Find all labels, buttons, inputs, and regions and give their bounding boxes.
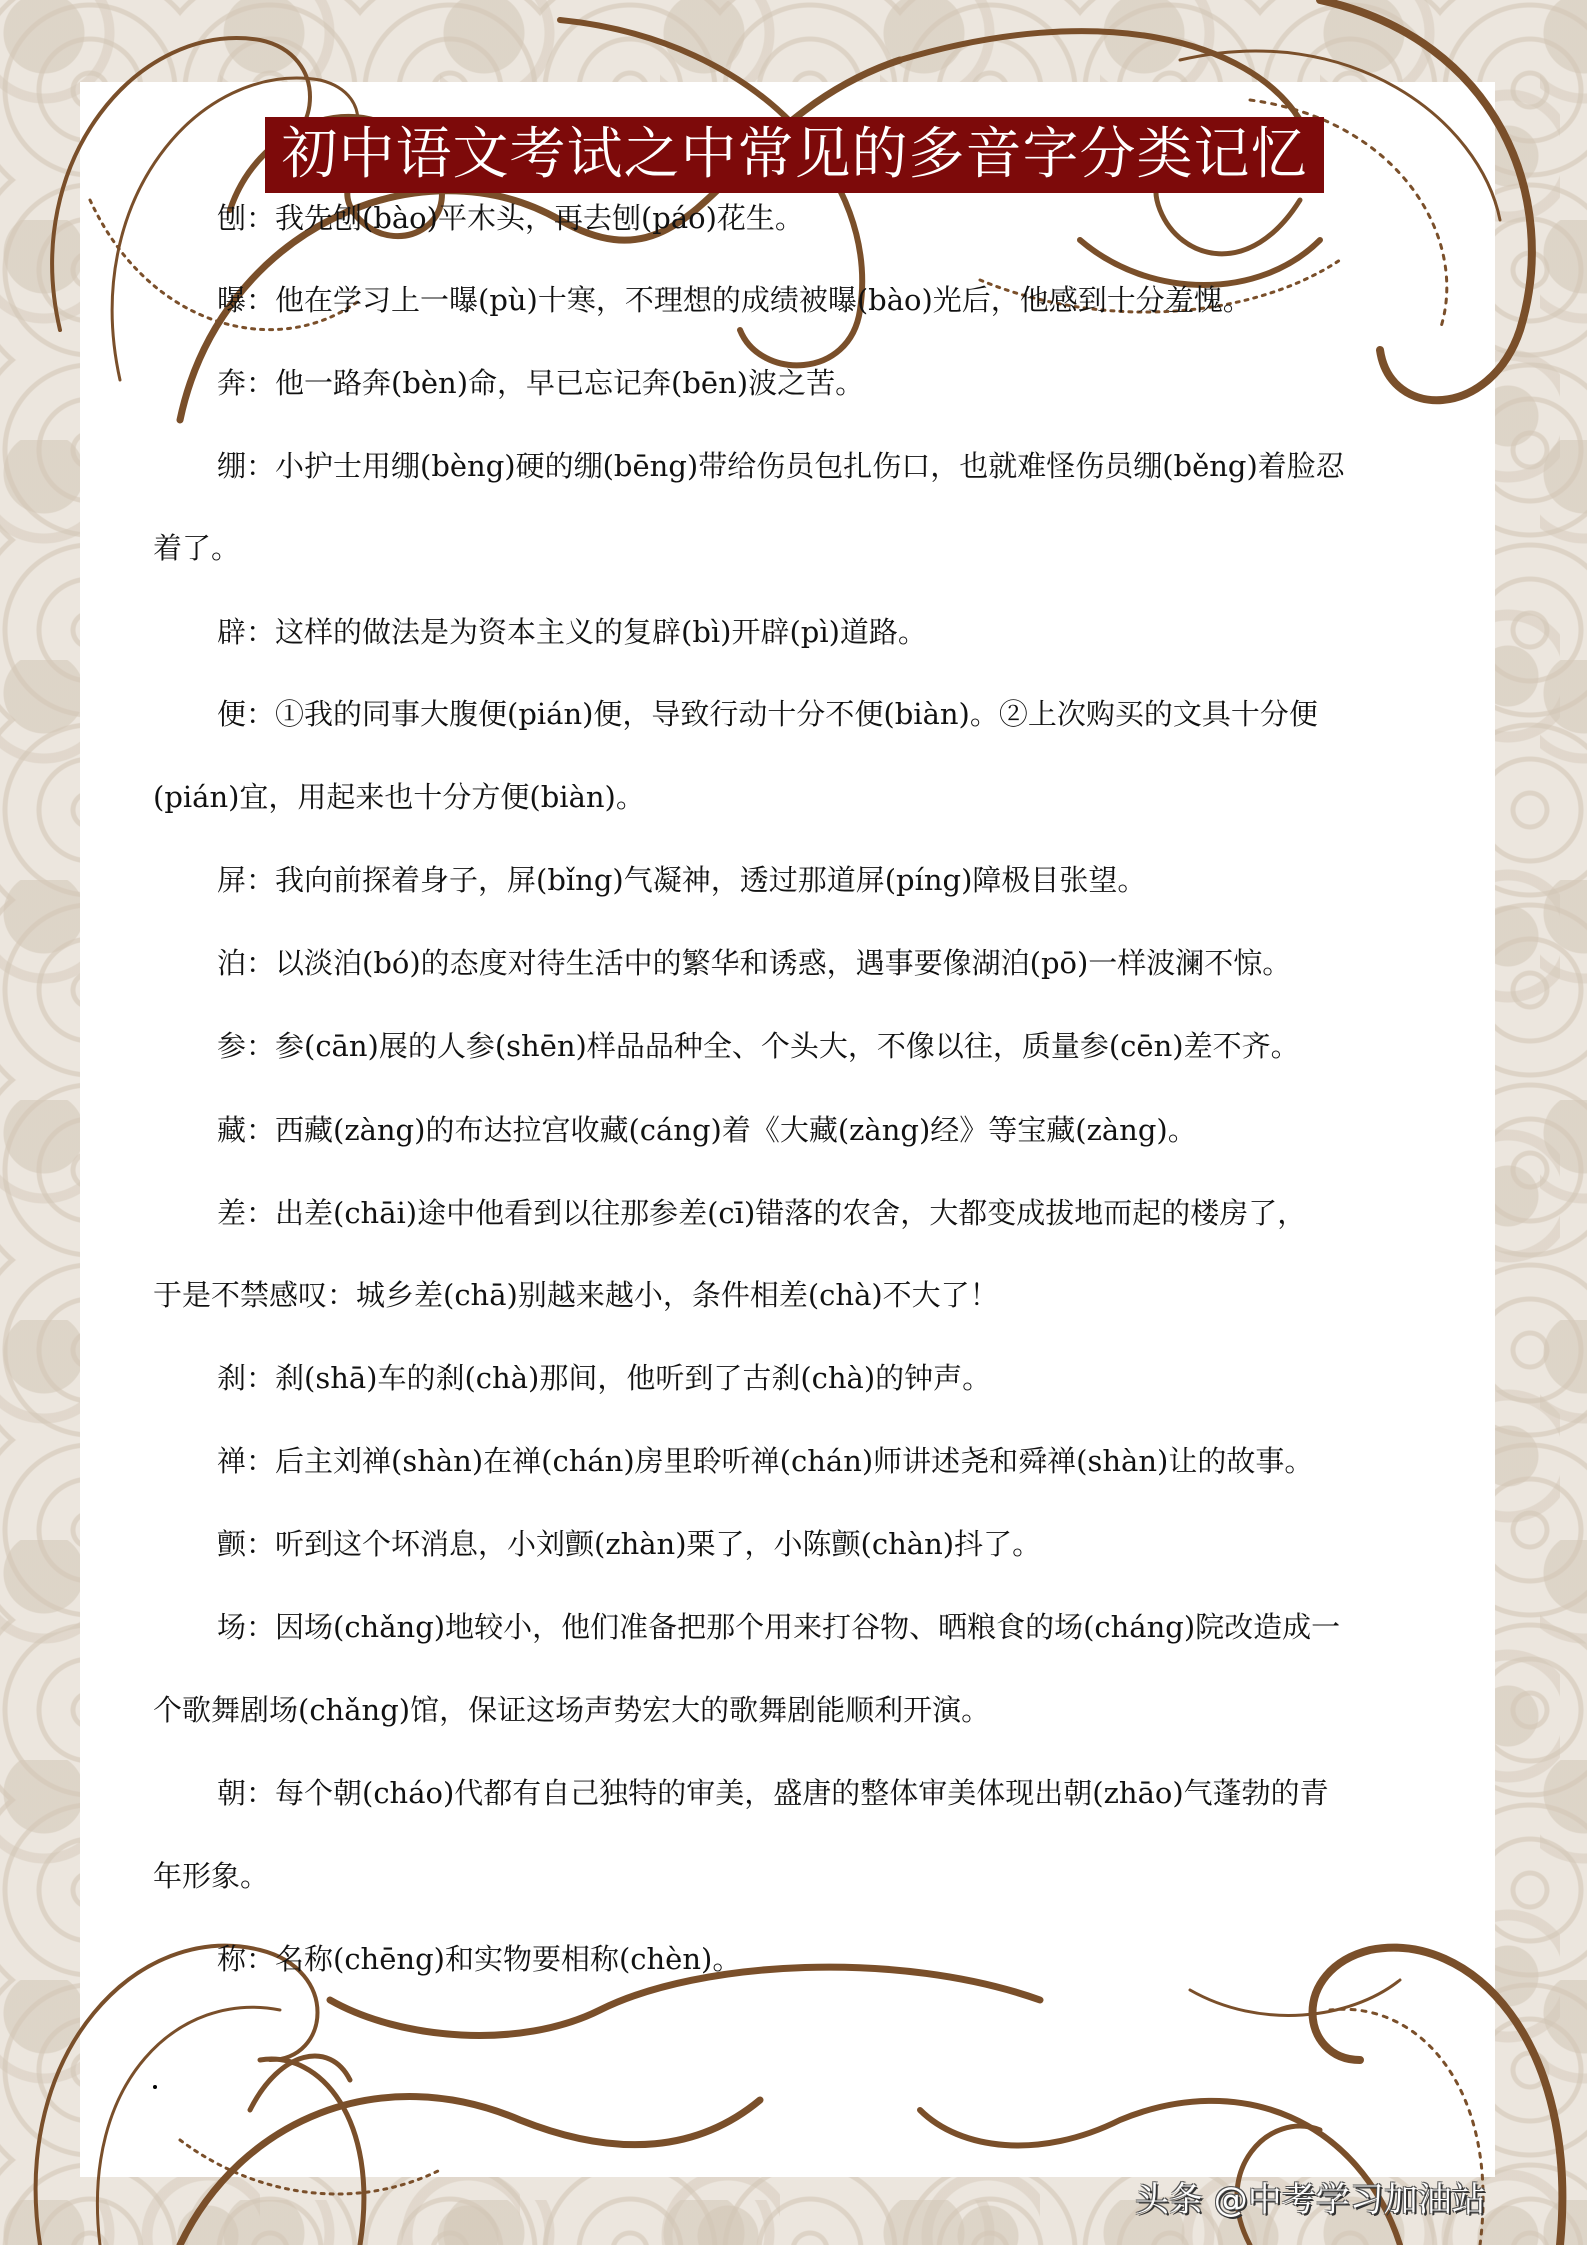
stray-dot	[153, 2085, 157, 2089]
text-line: 便：①我的同事大腹便(pián)便，导致行动十分不便(biàn)。②上次购买的文具十分便	[217, 697, 1318, 731]
text-line: (pián)宜，用起来也十分方便(biàn)。	[153, 780, 645, 814]
text-line: 曝：他在学习上一曝(pù)十寒，不理想的成绩被曝(bào)光后，他感到十分羞愧。	[217, 283, 1252, 317]
text-line: 称：名称(chēng)和实物要相称(chèn)。	[217, 1942, 742, 1976]
text-line: 于是不禁感叹：城乡差(chā)别越来越小，条件相差(chà)不大了！	[153, 1278, 999, 1312]
text-line: 朝：每个朝(cháo)代都有自己独特的审美，盛唐的整体审美体现出朝(zhāo)气蓬勃的青	[217, 1776, 1329, 1810]
text-line: 藏：西藏(zàng)的布达拉宫收藏(cáng)着《大藏(zàng)经》等宝藏(zàng)。	[217, 1113, 1197, 1147]
text-line: 年形象。	[153, 1859, 270, 1893]
text-line: 泊：以淡泊(bó)的态度对待生活中的繁华和诱惑，遇事要像湖泊(pō)一样波澜不惊。	[217, 946, 1292, 980]
text-line: 差：出差(chāi)途中他看到以往那参差(cī)错落的农舍，大都变成拔地而起的楼房了，	[217, 1196, 1307, 1230]
watermark: 头条 @中考学习加油站	[1135, 2180, 1486, 2220]
text-line: 场：因场(chǎng)地较小，他们准备把那个用来打谷物、晒粮食的场(cháng)院改造成一	[217, 1610, 1341, 1644]
page-title: 初中语文考试之中常见的多音字分类记忆	[265, 117, 1324, 193]
text-line: 屏：我向前探着身子，屏(bǐng)气凝神，透过那道屏(píng)障极目张望。	[217, 863, 1147, 897]
text-line: 奔：他一路奔(bèn)命，早已忘记奔(bēn)波之苦。	[217, 366, 865, 400]
text-line: 着了。	[153, 531, 241, 565]
text-line: 个歌舞剧场(chǎng)馆，保证这场声势宏大的歌舞剧能顺利开演。	[153, 1693, 991, 1727]
text-line: 刹：刹(shā)车的刹(chà)那间，他听到了古刹(chà)的钟声。	[217, 1361, 992, 1395]
text-line: 辟：这样的做法是为资本主义的复辟(bì)开辟(pì)道路。	[217, 615, 927, 649]
text-line: 参：参(cān)展的人参(shēn)样品品种全、个头大，不像以往，质量参(cēn)差不齐。	[217, 1029, 1300, 1063]
text-line: 颤：听到这个坏消息，小刘颤(zhàn)栗了，小陈颤(chàn)抖了。	[217, 1527, 1042, 1561]
text-line: 绷：小护士用绷(bèng)硬的绷(bēng)带给伤员包扎伤口，也就难怪伤员绷(běng)着脸忍	[217, 449, 1345, 483]
text-line: 禅：后主刘禅(shàn)在禅(chán)房里聆听禅(chán)师讲述尧和舜禅(shàn)让的故事。	[217, 1444, 1314, 1478]
text-line: 刨：我先刨(bào)平木头，再去刨(páo)花生。	[217, 201, 804, 235]
